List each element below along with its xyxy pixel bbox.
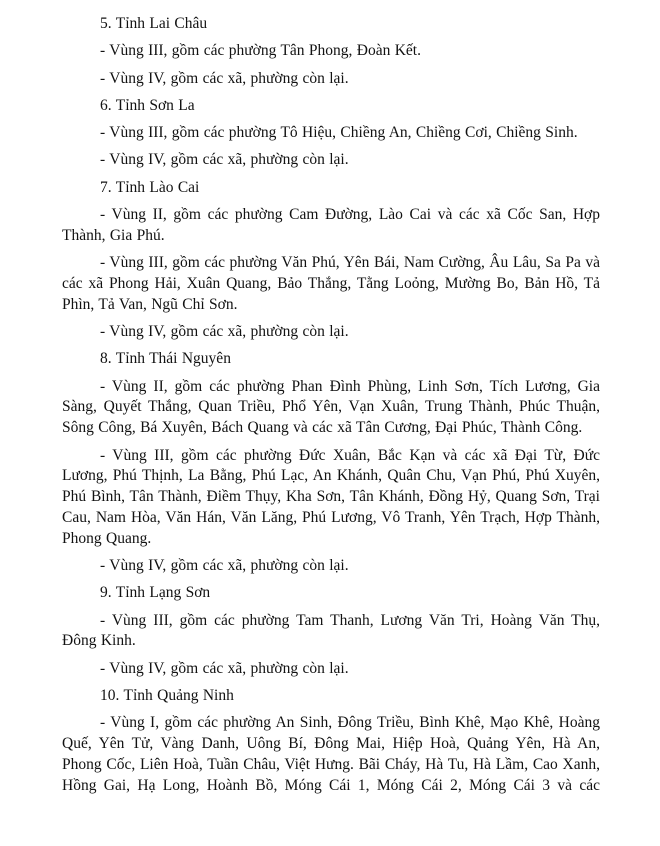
region-entry: - Vùng IV, gồm các xã, phường còn lại. bbox=[100, 557, 349, 575]
province-section-lang-son bbox=[62, 583, 600, 679]
region-entry: - Vùng III, gồm các phường Tân Phong, Đoàn Kết. bbox=[100, 42, 421, 60]
region-entry: - Vùng IV, gồm các xã, phường còn lại. bbox=[100, 659, 349, 677]
province-title: 7. Tỉnh Lào Cai bbox=[100, 178, 200, 196]
province-title: 10. Tỉnh Quảng Ninh bbox=[100, 687, 234, 705]
province-section-lai-chau bbox=[62, 14, 600, 89]
province-title: 8. Tỉnh Thái Nguyên bbox=[100, 350, 231, 368]
province-section-thai-nguyen bbox=[62, 349, 600, 576]
region-entry: - Vùng II, gồm các phường Cam Đường, Lào Cai và các xã Cốc San, Hợp Thành, Gia Phú. bbox=[62, 206, 600, 244]
province-section-son-la bbox=[62, 96, 600, 171]
region-entry: - Vùng IV, gồm các xã, phường còn lại. bbox=[100, 69, 349, 87]
province-section-lao-cai bbox=[62, 178, 600, 343]
province-section-quang-ninh bbox=[62, 686, 600, 796]
province-title: 9. Tỉnh Lạng Sơn bbox=[100, 584, 211, 602]
region-entry: - Vùng III, gồm các phường Tam Thanh, Lương Văn Tri, Hoàng Văn Thụ, Đông Kinh. bbox=[62, 611, 600, 650]
region-entry: - Vùng III, gồm các phường Tô Hiệu, Chiềng An, Chiềng Cơi, Chiềng Sinh. bbox=[100, 124, 578, 142]
region-entry: - Vùng III, gồm các phường Đức Xuân, Bắc Kạn và các xã Đại Từ, Đức Lương, Phú Thịnh, La Bằng, Phú Lạc, An Khánh, Quân Chu, Vạn Phú, Phú Xuyên, Phú Bình, Tân Thành, Điềm Thụy, Kha Sơn, Tân Khánh, Đồng Hỷ, Quang Sơn, Trại Cau, Nam Hòa, Văn Hán, Văn Lăng, Phú Lương, Vô Tranh, Yên Trạch, Hợp Thành, Phong Quang. bbox=[62, 446, 600, 547]
region-entry: - Vùng IV, gồm các xã, phường còn lại. bbox=[100, 323, 349, 341]
region-entry: - Vùng IV, gồm các xã, phường còn lại. bbox=[100, 151, 349, 169]
province-title: 6. Tỉnh Sơn La bbox=[100, 96, 195, 114]
region-entry: - Vùng II, gồm các phường Phan Đình Phùng, Linh Sơn, Tích Lương, Gia Sàng, Quyết Thắng, Quan Triều, Phổ Yên, Vạn Xuân, Trung Thành, Phúc Thuận, Sông Công, Bá Xuyên, Bách Quang và các xã Tân Cương, Đại Phúc, Thành Công. bbox=[62, 377, 600, 437]
region-entry-truncated: - Vùng I, gồm các phường An Sinh, Đông Triều, Bình Khê, Mạo Khê, Hoàng Quế, Yên Tử, Vàng Danh, Uông Bí, Đông Mai, Hiệp Hoà, Quảng Yên, Hà An, Phong Cốc, Liên Hoà, Tuần Châu, Việt Hưng. Bãi Cháy, Hà Tu, Hà Lầm, Cao Xanh, Hồng Gai, Hạ Long, Hoành Bồ, Móng Cái 1, Móng Cái 2, Móng Cái 3 và các bbox=[62, 714, 600, 794]
province-title: 5. Tỉnh Lai Châu bbox=[100, 15, 208, 32]
region-entry: - Vùng III, gồm các phường Văn Phú, Yên Bái, Nam Cường, Âu Lâu, Sa Pa và các xã Phong Hải, Xuân Quang, Bảo Thắng, Tằng Loỏng, Mường Bo, Bản Hồ, Tả Phìn, Tả Van, Ngũ Chỉ Sơn. bbox=[62, 254, 600, 313]
